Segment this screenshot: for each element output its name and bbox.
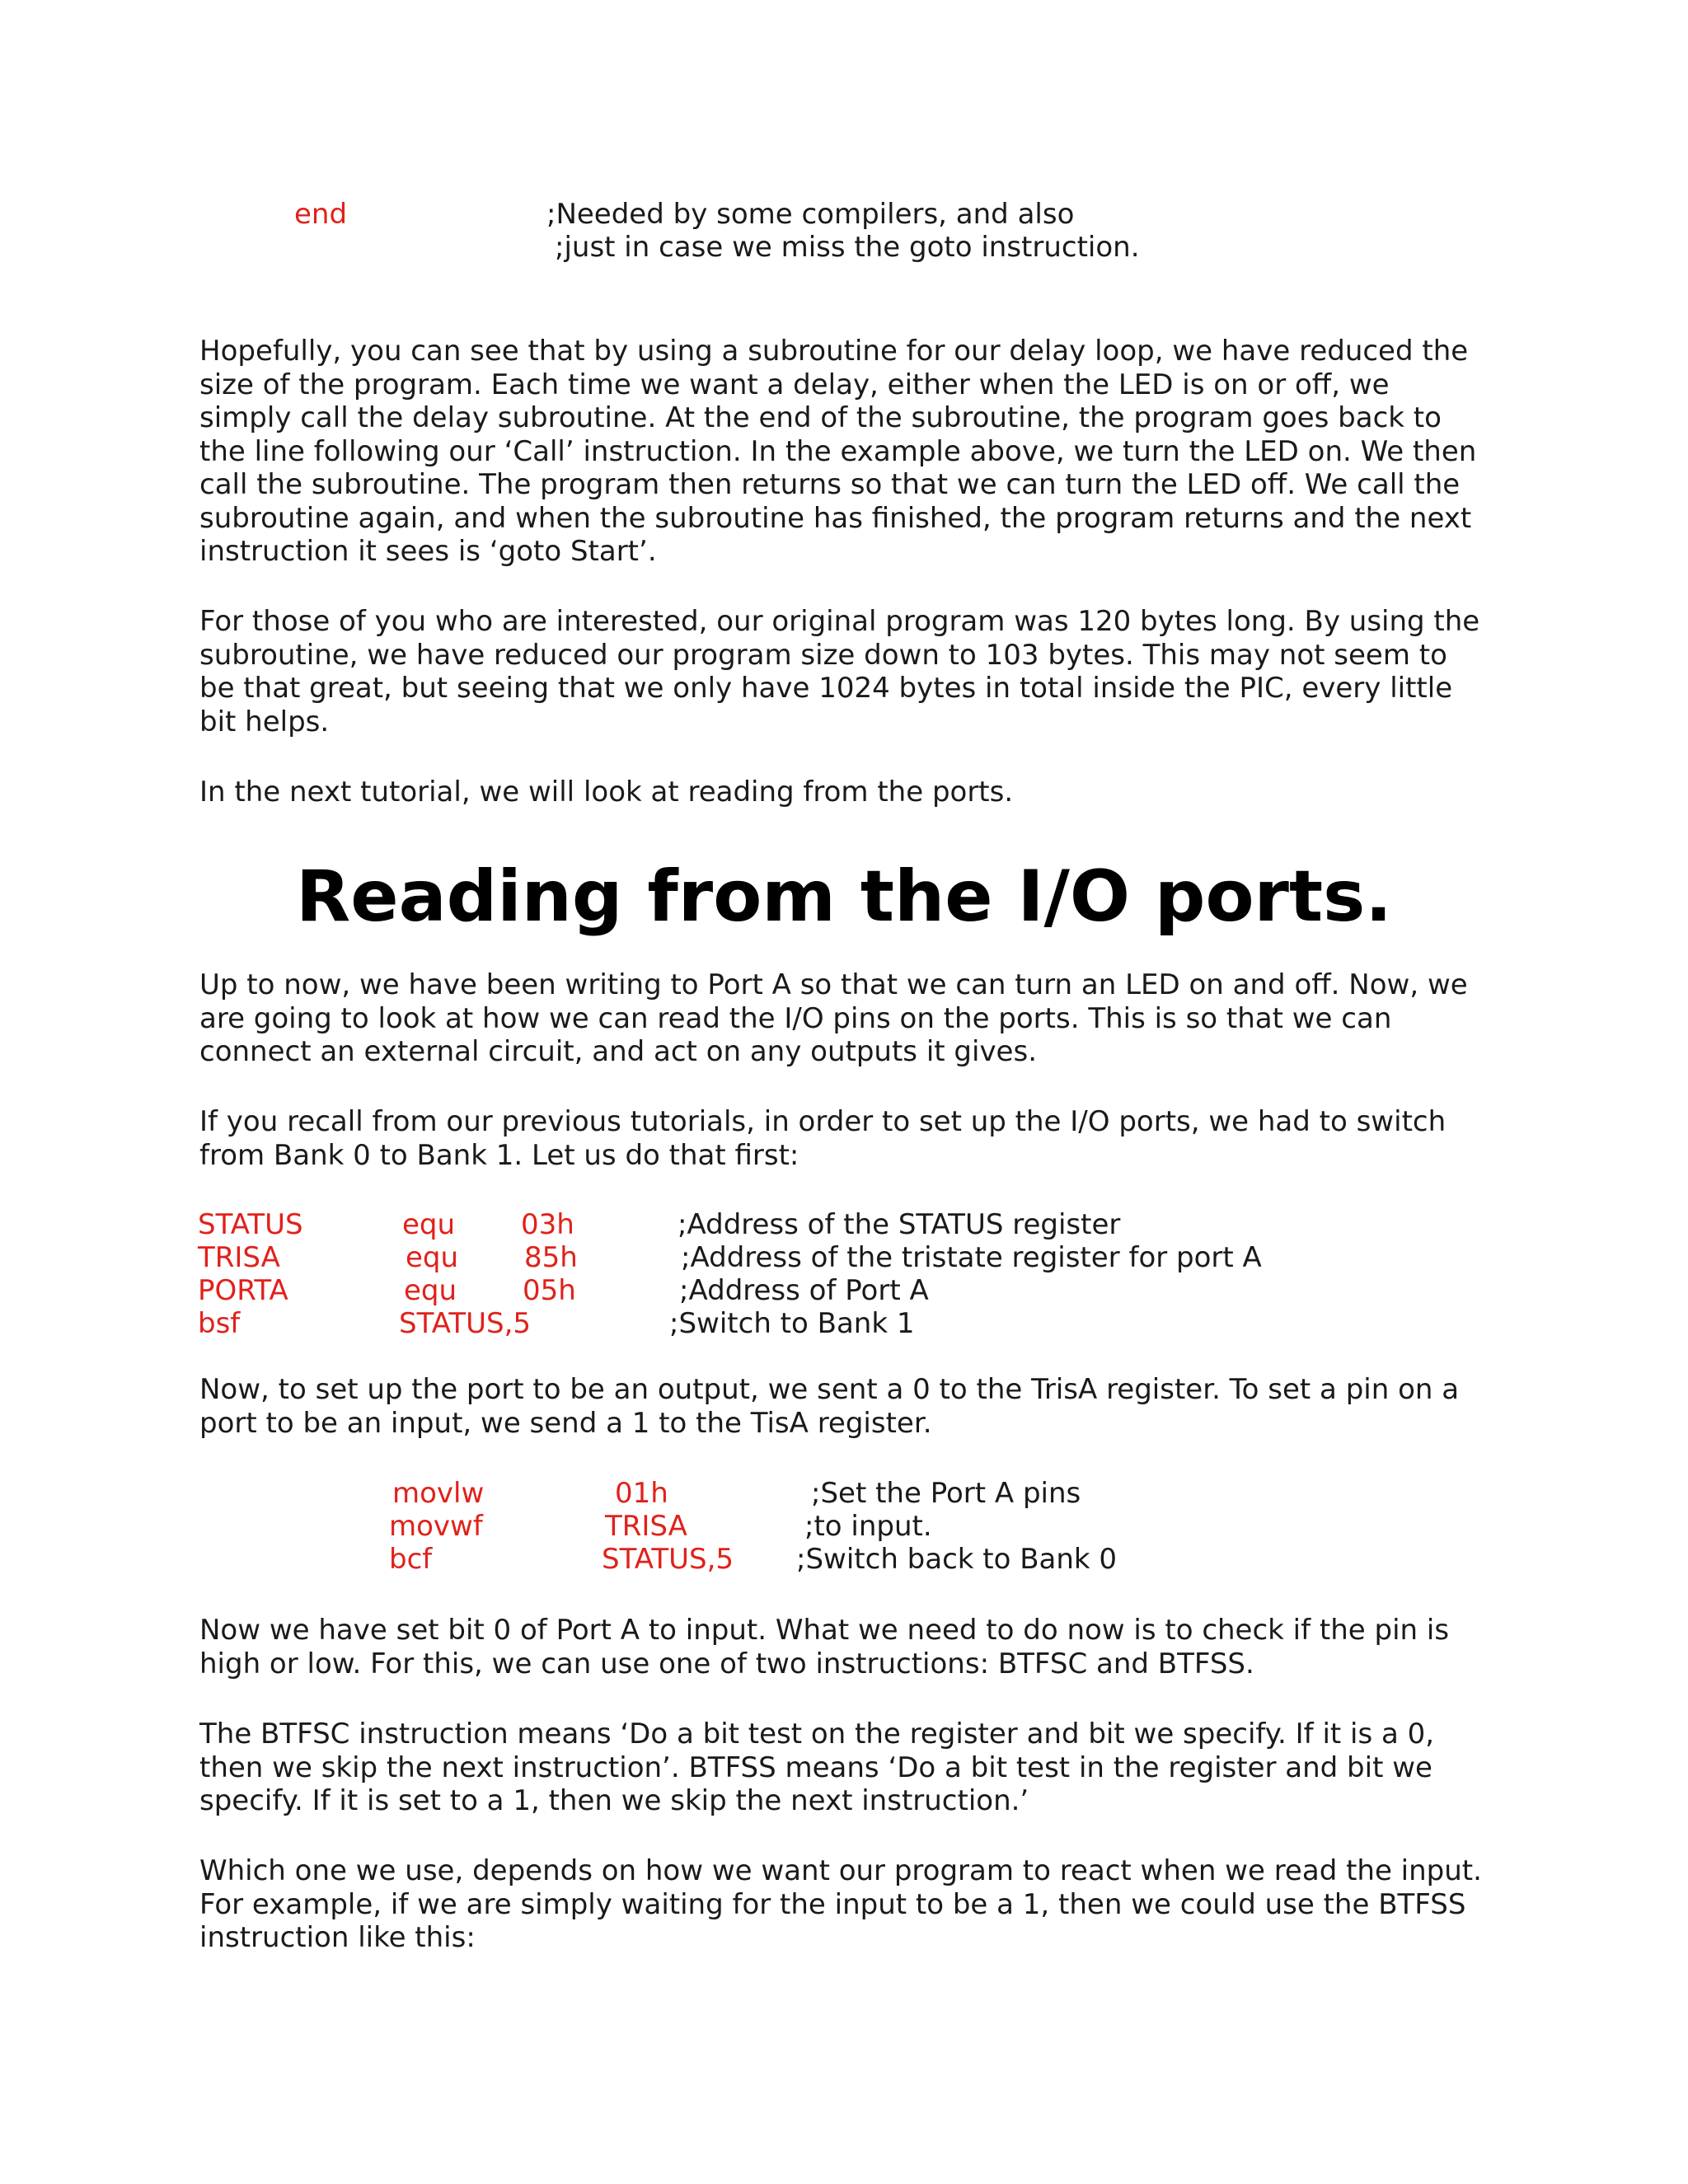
section-heading: Reading from the I/O ports. <box>296 855 1392 938</box>
code-keyword-end: end <box>294 198 348 231</box>
code-row <box>0 1510 1688 1543</box>
code-row <box>0 1274 1688 1307</box>
text-line: connect an external circuit, and act on any outputs it gives. <box>199 1035 1037 1068</box>
text-line: then we skip the next instruction’. BTFSS means ‘Do a bit test in the register and bit we <box>199 1750 1432 1784</box>
paragraph-next-tutorial <box>199 776 1502 809</box>
code-comment: ;to input. <box>804 1510 932 1543</box>
text-line: For those of you who are interested, our original program was 120 bytes long. By using the <box>199 605 1480 638</box>
paragraph-which-one <box>199 1854 1502 1955</box>
code-op: movlw <box>392 1477 485 1510</box>
paragraph-program-size <box>199 605 1502 738</box>
text-line: Now we have set bit 0 of Port A to input. What we need to do now is to check if the pin is <box>199 1614 1450 1647</box>
code-op: STATUS,5 <box>399 1307 532 1340</box>
code-label: TRISA <box>198 1241 280 1274</box>
text-line: be that great, but seeing that we only have 1024 bytes in total inside the PIC, every little <box>199 672 1453 705</box>
text-line: subroutine, we have reduced our program size down to 103 bytes. This may not seem to <box>199 638 1447 672</box>
code-row <box>0 1543 1688 1576</box>
text-line: simply call the delay subroutine. At the end of the subroutine, the program goes back to <box>199 401 1442 434</box>
text-line: Which one we use, depends on how we want our program to react when we read the input. <box>199 1854 1482 1887</box>
code-arg: TRISA <box>605 1510 687 1543</box>
text-line: In the next tutorial, we will look at reading from the ports. <box>199 776 1014 808</box>
code-label: bsf <box>198 1307 241 1340</box>
text-line: If you recall from our previous tutorials, in order to set up the I/O ports, we had to switch <box>199 1105 1447 1138</box>
code-arg: 03h <box>521 1208 574 1241</box>
paragraph-check-pin <box>199 1614 1502 1680</box>
text-line: call the subroutine. The program then returns so that we can turn the LED off. We call the <box>199 468 1461 501</box>
text-line: port to be an input, we send a 1 to the TisA register. <box>199 1406 932 1440</box>
text-line: instruction like this: <box>199 1921 476 1954</box>
code-arg: 01h <box>615 1477 668 1510</box>
code-label: STATUS <box>198 1208 303 1241</box>
text-line: Now, to set up the port to be an output, we sent a 0 to the TrisA register. To set a pin on a <box>199 1373 1460 1406</box>
code-comment: ;Address of the tristate register for port A <box>681 1241 1262 1274</box>
text-line: Up to now, we have been writing to Port A so that we can turn an LED on and off. Now, we <box>199 968 1468 1001</box>
text-line: subroutine again, and when the subroutine has finished, the program returns and the next <box>199 501 1472 535</box>
text-line: For example, if we are simply waiting for the input to be a 1, then we could use the BTFSS <box>199 1887 1466 1921</box>
code-op: movwf <box>389 1510 483 1543</box>
paragraph-intro-reading <box>199 968 1502 1069</box>
text-line: bit helps. <box>199 705 330 738</box>
text-line: the line following our ‘Call’ instruction. In the example above, we turn the LED on. We then <box>199 434 1477 468</box>
code-row <box>0 1307 1688 1340</box>
paragraph-bank-switch <box>199 1105 1502 1172</box>
code-op: bcf <box>389 1543 433 1576</box>
paragraph-subroutine-explanation <box>199 335 1502 569</box>
paragraph-btfsc-btfss <box>199 1718 1502 1818</box>
text-line: are going to look at how we can read the I/O pins on the ports. This is so that we can <box>199 1001 1392 1035</box>
text-line: size of the program. Each time we want a delay, either when the LED is on or off, we <box>199 368 1390 401</box>
code-comment: ;Address of the STATUS register <box>678 1208 1121 1241</box>
code-comment: ;Needed by some compilers, and also <box>546 198 1075 231</box>
code-row <box>0 1241 1688 1274</box>
code-comment: ;Address of Port A <box>679 1274 929 1307</box>
code-op: equ <box>402 1208 456 1241</box>
code-comment: ;just in case we miss the goto instruction. <box>555 231 1140 264</box>
code-comment: ;Switch back to Bank 0 <box>796 1543 1118 1576</box>
code-op: equ <box>406 1241 459 1274</box>
code-arg: STATUS,5 <box>602 1543 734 1576</box>
text-line: The BTFSC instruction means ‘Do a bit test on the register and bit we specify. If it is a 0, <box>199 1718 1435 1750</box>
code-row <box>0 1208 1688 1241</box>
text-line: specify. If it is set to a 1, then we skip the next instruction.’ <box>199 1784 1029 1817</box>
text-line: from Bank 0 to Bank 1. Let us do that first: <box>199 1138 799 1172</box>
paragraph-tris-input <box>199 1373 1502 1440</box>
code-op: equ <box>404 1274 457 1307</box>
text-line: Hopefully, you can see that by using a subroutine for our delay loop, we have reduced the <box>199 335 1469 368</box>
text-line: instruction it sees is ‘goto Start’. <box>199 535 657 568</box>
code-arg: 05h <box>523 1274 576 1307</box>
code-comment: ;Set the Port A pins <box>811 1477 1081 1510</box>
code-comment: ;Switch to Bank 1 <box>669 1307 915 1340</box>
code-arg: 85h <box>524 1241 578 1274</box>
code-row <box>0 1477 1688 1510</box>
code-label: PORTA <box>198 1274 288 1307</box>
text-line: high or low. For this, we can use one of two instructions: BTFSC and BTFSS. <box>199 1647 1254 1680</box>
